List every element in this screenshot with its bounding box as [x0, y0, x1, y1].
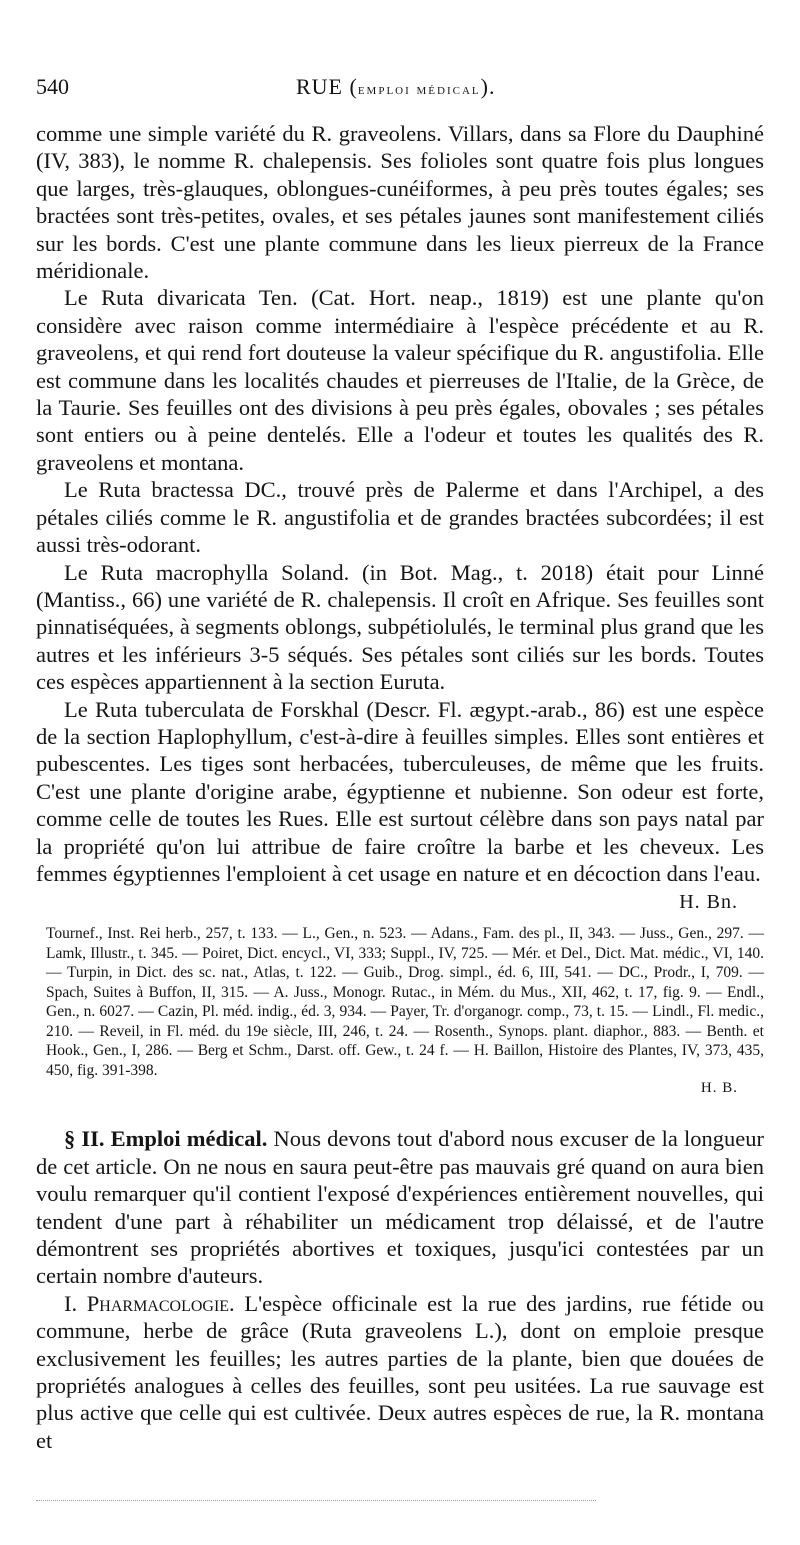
paragraph-1: comme une simple variété du R. graveolens. Villars, dans sa Flore du Dauphiné (IV, 383), le nomme R. chalepensis. Ses folioles sont quatre fois plus longues que larges, très-glauques, oblongues-cunéiformes, à peu près toutes égales; ses bractées sont très-petites, ovales, et ses pétales jaunes sont manifestement ciliés sur les bords. C'est une plante commune dans les lieux pierreux de la France méridionale.	[36, 121, 764, 284]
section-title: § II. Emploi médical.	[64, 1126, 268, 1152]
paragraph-ruta-bractessa: Le Ruta bractessa DC., trouvé près de Palerme et dans l'Archipel, a des pétales ciliés comme le R. angustifolia et de grandes bractées subcordées; il est aussi très-odorant.	[36, 477, 764, 558]
paragraph-ruta-divaricata: Le Ruta divaricata Ten. (Cat. Hort. neap., 1819) est une plante qu'on considère avec raison comme intermédiaire à l'espèce précédente et au R. graveolens, et qui rend fort douteuse la valeur spécifique du R. angustifolia. Elle est commune dans les localités chaudes et pierreuses de l'Italie, de la Grèce, de la Taurie. Ses feuilles ont des divisions à peu près égales, obovales ; ses pétales sont entiers ou à peine dentelés. Elle a l'odeur et toutes les qualités des R. graveolens et montana.	[36, 285, 764, 475]
bibliography-signature: H. B.	[700, 1080, 738, 1097]
paragraph-pharmacologie	[36, 1290, 764, 1454]
document-page	[36, 74, 764, 1454]
page-number: 540	[36, 74, 69, 99]
running-title-end: ).	[480, 74, 496, 99]
author-signature: H. Bn.	[679, 891, 738, 914]
running-title	[296, 74, 495, 100]
pharmacologie-heading: I. Pharmacologie.	[64, 1290, 235, 1316]
running-title-main: RUE (	[296, 74, 358, 99]
running-title-smallcaps: emploi médical	[357, 82, 481, 98]
section-intro-text: Nous devons tout d'abord nous excuser de la longueur de cet article. On ne nous en saura peut-être pas mauvais gré quand on aura bien voulu remarquer qu'il contient l'exposé d'expériences entièrement nouvelles, qui tendent d'une part à réhabiliter un médicament trop délaissé, et de l'autre démontrent ses propriétés abortives et toxiques, jusqu'ici contestées par un certain nombre d'auteurs.	[36, 1126, 765, 1289]
pharmacologie-text: L'espèce officinale est la rue des jardins, rue fétide ou commune, herbe de grâce (Ruta graveolens L.), dont on emploie presque exclusivement les feuilles; les autres parties de la plante, bien que douées de propriétés analogues à celles des feuilles, sont peu usitées. La rue sauvage est plus active que celle qui est cultivée. Deux autres espèces de rue, la R. montana et	[36, 1290, 765, 1453]
section-emploi-medical	[36, 1125, 764, 1289]
paragraph-ruta-macrophylla: Le Ruta macrophylla Soland. (in Bot. Mag., t. 2018) était pour Linné (Mantiss., 66) une variété de R. chalepensis. Il croît en Afrique. Ses feuilles sont pinnatiséquées, à segments oblongs, subpétiolulés, le terminal plus grand que les autres et les inférieurs 3-5 séqués. Ses pétales sont ciliés sur les bords. Toutes ces espèces appartiennent à la section Euruta.	[36, 559, 764, 695]
page-header	[36, 74, 764, 114]
paragraph-ruta-tuberculata: Le Ruta tuberculata de Forskhal (Descr. Fl. ægypt.-arab., 86) est une espèce de la section Haplophyllum, c'est-à-dire à feuilles simples. Elles sont entières et pubescentes. Les tiges sont herbacées, tuberculeuses, de même que les fruits. C'est une plante d'origine arabe, égyptienne et nubienne. Son odeur est forte, comme celle de toutes les Rues. Elle est surtout célèbre dans son pays natal par la propriété qu'on lui attribue de faire croître la barbe et les cheveux. Les femmes égyptiennes l'emploient à cet usage en nature et en décoction dans l'eau.	[36, 696, 764, 886]
bibliography: Tournef., Inst. Rei herb., 257, t. 133. — L., Gen., n. 523. — Adans., Fam. des pl., II, 343. — Juss., Gen., 297. — Lamk, Illustr., t. 345. — Poiret, Dict. encycl., VI, 333; Suppl., IV, 725. — Mér. et Del., Dict. Mat. médic., VI, 140. — Turpin, in Dict. des sc. nat., Atlas, t. 122. — Guib., Drog. simpl., éd. 6, III, 541. — DC., Prodr., I, 709. — Spach, Suites à Buffon, II, 315. — A. Juss., Monogr. Rutac., in Mém. du Mus., XII, 462, t. 17, fig. 9. — Endl., Gen., n. 6027. — Cazin, Pl. méd. indig., éd. 3, 934. — Payer, Tr. d'organogr. comp., 73, t. 15. — Lindl., Fl. medic., 210. — Reveil, in Fl. méd. du 19e siècle, III, 246, t. 24. — Rosenth., Synops. plant. diaphor., 883. — Benth. et Hook., Gen., I, 286. — Berg et Schm., Darst. off. Gew., t. 24 f. — H. Baillon, Histoire des Plantes, IV, 373, 435, 450, fig. 391-398.	[46, 925, 764, 1079]
footer-rule	[36, 1500, 596, 1501]
